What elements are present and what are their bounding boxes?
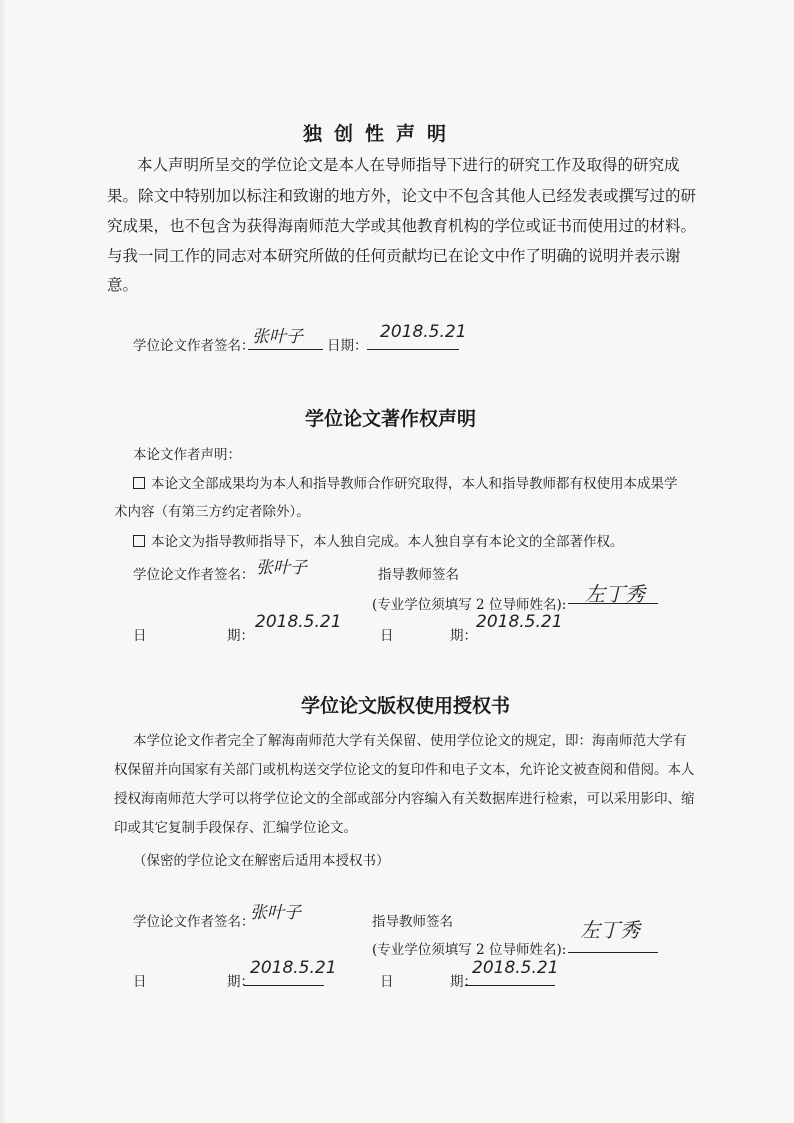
- paragraph-line: 意。: [107, 276, 139, 294]
- date-signature: 2018.5.21: [380, 322, 467, 342]
- date-char-1: 日: [380, 628, 394, 644]
- scan-edge: [0, 0, 6, 1123]
- date-char-2: 期：: [227, 974, 254, 990]
- paragraph-line: 本学位论文作者完全了解海南师范大学有关保留、使用学位论文的规定，即：海南师范大学有: [133, 733, 687, 749]
- advisor-sign-label: 指导教师签名: [372, 914, 453, 930]
- date-char-1: 日: [380, 974, 394, 990]
- date-underline: [367, 349, 459, 350]
- author-sign-label: 学位论文作者签名：: [133, 567, 255, 583]
- option-1-checkbox[interactable]: [133, 477, 145, 489]
- author-sign-label: 学位论文作者签名：: [133, 914, 255, 930]
- author-date: 2018.5.21: [255, 612, 342, 632]
- date-char-2: 期：: [450, 628, 477, 644]
- advisor-underline: [568, 952, 658, 953]
- date-char-1: 日: [133, 974, 147, 990]
- paragraph-line: 授权海南师范大学可以将学位论文的全部或部分内容编入有关数据库进行检索，可以采用影印、缩: [114, 791, 695, 807]
- paragraph-line: 本人声明所呈交的学位论文是本人在导师指导下进行的研究工作及取得的研究成: [137, 156, 680, 174]
- author-signature: 张叶子: [252, 327, 303, 347]
- paragraph-line: 印或其它复制手段保存、汇编学位论文。: [114, 820, 357, 836]
- date-char-1: 日: [133, 628, 147, 644]
- author-sign-label: 学位论文作者签名：: [133, 338, 255, 354]
- paragraph-line: 究成果，也不包含为获得海南师范大学或其他教育机构的学位或证书而使用过的材料。: [107, 217, 697, 235]
- advisor-signature: 左丁秀: [585, 582, 645, 606]
- option-2: [133, 530, 624, 550]
- option-1: [133, 472, 678, 492]
- option-2-text: 本论文为指导教师指导下，本人独自完成。本人独自享有本论文的全部著作权。: [151, 534, 624, 550]
- paragraph-line: 与我一同工作的同志对本研究所做的任何贡献均已在论文中作了明确的说明并表示谢: [107, 247, 681, 265]
- signature-underline: [248, 349, 323, 350]
- option-2-checkbox[interactable]: [133, 535, 145, 547]
- license-title: 学位论文版权使用授权书: [301, 695, 511, 717]
- advisor-date: 2018.5.21: [472, 958, 559, 978]
- copyright-title: 学位论文著作权声明: [305, 408, 477, 430]
- date-char-2: 期：: [450, 974, 477, 990]
- advisor-date: 2018.5.21: [476, 612, 563, 632]
- date-underline: [465, 985, 555, 986]
- advisor-note: (专业学位须填写 2 位导师姓名):: [372, 942, 567, 958]
- paragraph-line: 权保留并向国家有关部门或机构送交学位论文的复印件和电子文本，允许论文被查阅和借阅。本人: [114, 762, 695, 778]
- author-signature: 张叶子: [256, 558, 307, 578]
- copyright-intro: 本论文作者声明：: [133, 447, 241, 463]
- date-underline: [244, 985, 324, 986]
- paragraph-line: 果。除文中特别加以标注和致谢的地方外，论文中不包含其他人已经发表或撰写过的研: [107, 187, 697, 205]
- author-signature: 张叶子: [250, 903, 301, 923]
- advisor-underline: [568, 603, 658, 604]
- advisor-signature: 左丁秀: [580, 918, 640, 942]
- advisor-note: (专业学位须填写 2 位导师姓名):: [372, 597, 567, 613]
- option-1-continuation: 术内容（有第三方约定者除外）。: [114, 504, 310, 520]
- date-char-2: 期：: [227, 628, 254, 644]
- date-label: 日期：: [327, 338, 368, 354]
- advisor-sign-label: 指导教师签名: [378, 567, 459, 583]
- license-note: （保密的学位论文在解密后适用本授权书）: [133, 853, 390, 869]
- author-date: 2018.5.21: [250, 958, 337, 978]
- option-1-text: 本论文全部成果均为本人和指导教师合作研究取得，本人和指导教师都有权使用本成果学: [151, 476, 678, 492]
- originality-title: 独创性声明: [303, 123, 459, 145]
